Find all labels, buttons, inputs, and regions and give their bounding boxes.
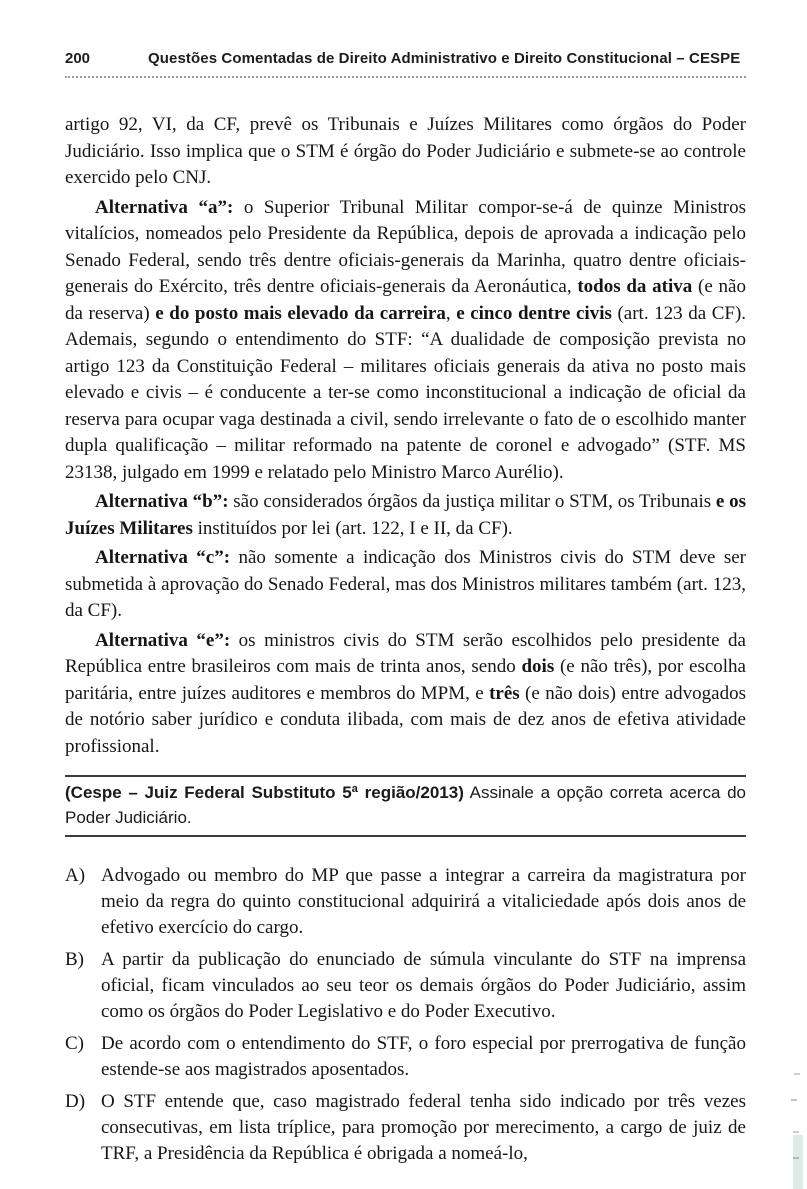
option-text: Advogado ou membro do MP que passe a integrar a carreira da magistratura por meio da regra do quinto constitucional adquirirá a vitaliciedade após dois anos de efetivo exercício do cargo. (101, 865, 746, 938)
paragraph: Alternativa “e”: os ministros civis do STM serão escolhidos pelo presidente da República entre brasileiros com mais de trinta anos, sendo dois (e não três), por escolha paritária, entre juízes auditores e membros do MPM, e três (e não dois) entre advogados de notório saber jurídico e conduta ilibada, com mais de dez anos de efetiva atividade profissional. (65, 629, 746, 757)
option-item (65, 947, 746, 1025)
option-letter: D) (65, 1091, 86, 1112)
question-banner (65, 775, 746, 837)
scan-noise (793, 1157, 799, 1159)
option-letter: B) (65, 949, 84, 970)
option-letter: C) (65, 1033, 84, 1054)
options-list (65, 863, 746, 1167)
option-item (65, 1089, 746, 1167)
running-header (65, 50, 746, 78)
paragraph: Alternativa “b”: são considerados órgãos da justiça militar o STM, os Tribunais e os Juízes Militares instituídos por lei (art. 122, I e II, da CF). (65, 491, 747, 539)
option-letter: A) (65, 865, 86, 886)
option-item (65, 1031, 746, 1083)
option-item (65, 863, 746, 941)
book-title: Questões Comentadas de Direito Administrativo e Direito Constitucional – CESPE (148, 50, 741, 67)
paragraph: artigo 92, VI, da CF, prevê os Tribunais e Juízes Militares como órgãos do Poder Judiciário. Isso implica que o STM é órgão do Poder Judiciário e submete-se ao controle exercido pelo CNJ. (65, 114, 746, 188)
page-edge-artifact (793, 1135, 803, 1189)
question-text: (Cespe – Juiz Federal Substituto 5ª região/2013) Assinale a opção correta acerca do Poder Judiciário. (65, 783, 747, 827)
option-text: De acordo com o entendimento do STF, o foro especial por prerrogativa de função estende-se aos magistrados aposentados. (101, 1033, 746, 1080)
option-text: A partir da publicação do enunciado de súmula vinculante do STF na imprensa oficial, ficam vinculados ao seu teor os demais órgãos do Poder Judiciário, assim como os órgãos do Poder Legislativo e do Poder Executivo. (101, 949, 746, 1022)
option-text: O STF entende que, caso magistrado federal tenha sido indicado por três vezes consecutivas, em lista tríplice, para promoção por merecimento, a cargo de juiz de TRF, a Presidência da República é obrigada a nomeá-lo, (101, 1091, 746, 1164)
body-paragraphs (65, 112, 746, 760)
paragraph: Alternativa “a”: o Superior Tribunal Militar compor-se-á de quinze Ministros vitalícios, nomeados pelo Presidente da República, depois de aprovada a indicação pelo Senado Federal, sendo três dentre oficiais-generais da Marinha, quatro dentre oficiais-generais do Exército, três dentre oficiais-generais da Aeronáutica, todos da ativa (e não da reserva) e do posto mais elevado da carreira, e cinco dentre civis (art. 123 da CF). Ademais, segundo o entendimento do STF: “A dualidade de composição prevista no artigo 123 da Constituição Federal – militares oficiais generais da ativa no posto mais elevado e civis – é conducente a ter-se como inconstitucional a indicação de oficial da reserva para ocupar vaga destinada a civil, sendo irrelevante o fato de o escolhido manter dupla qualificação – militar reformado na patente de coronel e advogado” (STF. MS 23138, julgado em 1999 e relatado pelo Ministro Marco Aurélio). (65, 196, 747, 483)
book-page (65, 50, 746, 1167)
paragraph: Alternativa “c”: não somente a indicação dos Ministros civis do STM deve ser submetida à aprovação do Senado Federal, mas dos Ministros militares também (art. 123, da CF). (65, 547, 746, 621)
page-number: 200 (65, 50, 91, 67)
